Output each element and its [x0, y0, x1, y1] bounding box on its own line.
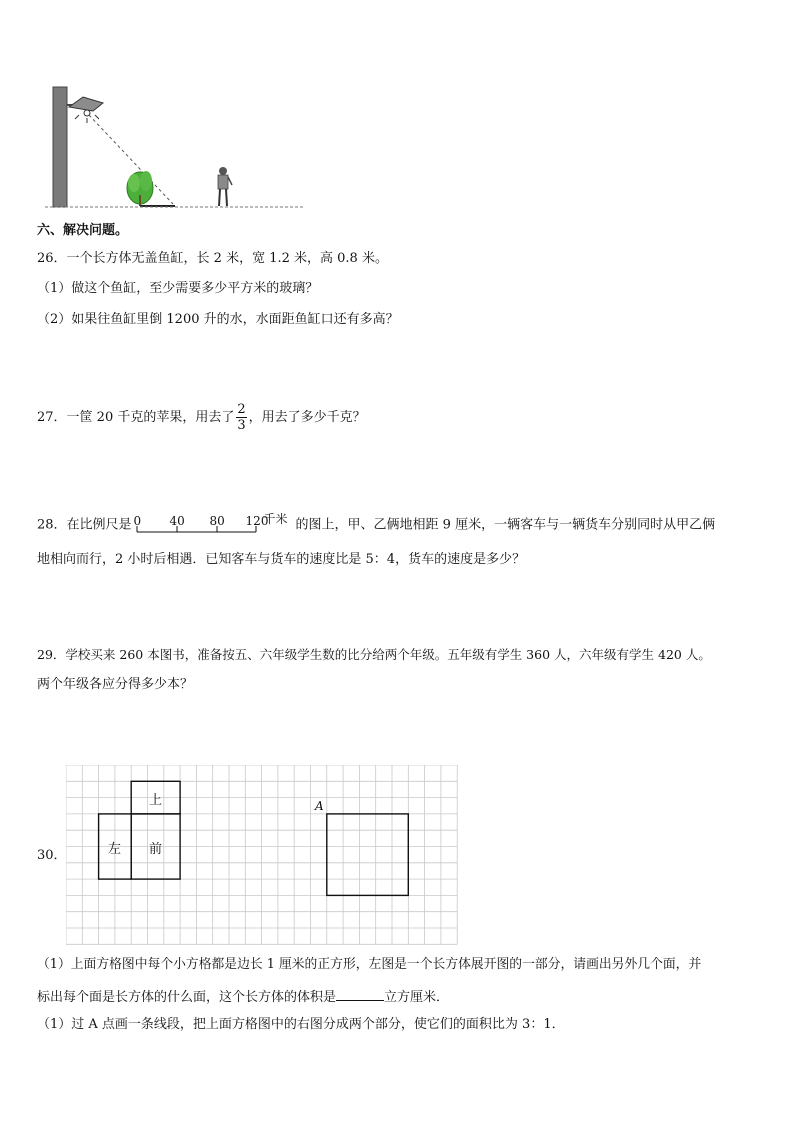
scale-label-0: 0	[133, 514, 142, 528]
scale-label-120: 120	[245, 514, 269, 528]
section-heading: 六、解决问题。	[37, 223, 129, 238]
scale-label-80: 80	[209, 514, 225, 528]
q26-stem: 26．一个长方体无盖鱼缸，长 2 米，宽 1.2 米，高 0.8 米。	[37, 251, 388, 266]
q30-part2: （1）过 A 点画一条线段，把上面方格图中的右图分成两个部分，使它们的面积比为 3：1．	[37, 1017, 565, 1032]
q27	[37, 400, 366, 436]
q29-line1: 29．学校买来 260 本图书，准备按五、六年级学生数的比分给两个年级。五年级有学生 360 人，六年级有学生 420 人。	[37, 647, 711, 662]
q30-part1-pre: 标出每个面是长方体的什么面，这个长方体的体积是	[37, 990, 337, 1005]
q27-frac-den: 3	[237, 418, 246, 433]
lamp-pole	[53, 87, 67, 207]
q30-part1-line1: （1）上面方格图中每个小方格都是边长 1 厘米的正方形，左图是一个长方体展开图的一部分，请画出另外几个面，并	[37, 957, 702, 972]
q30-part1-post: 立方厘米．	[384, 990, 450, 1005]
q28-post: 的图上，甲、乙俩地相距 9 厘米，一辆客车与一辆货车分别同时从甲乙俩	[295, 517, 716, 533]
q27-fraction	[236, 402, 246, 433]
scale-bar	[134, 512, 294, 538]
q29-line2: 两个年级各应分得多少本？	[37, 677, 194, 692]
tree-icon	[127, 171, 153, 206]
person-icon	[218, 167, 232, 206]
q28-line2: 地相向而行，2 小时后相遇．已知客车与货车的速度比是 5：4，货车的速度是多少？	[37, 552, 526, 567]
point-a-label: A	[315, 799, 324, 813]
q28-line1	[37, 512, 715, 539]
face-label-top: 上	[149, 793, 163, 808]
q28-pre: 28．在比例尺是	[37, 517, 132, 533]
answer-blank[interactable]	[336, 986, 384, 1001]
face-label-front: 前	[149, 842, 163, 857]
scale-unit: 千米	[263, 512, 288, 526]
scale-label-40: 40	[169, 514, 185, 528]
q30-part1-line2	[37, 986, 449, 1007]
lamp-shade-icon	[69, 97, 103, 111]
q30-grid	[66, 765, 458, 945]
q27-post: ，用去了多少千克？	[248, 410, 366, 425]
q26-part1: （1）做这个鱼缸，至少需要多少平方米的玻璃？	[37, 281, 319, 296]
q27-pre: 27．一筐 20 千克的苹果，用去了	[37, 410, 235, 425]
right-square	[327, 814, 409, 896]
q26-part2: （2）如果往鱼缸里倒 1200 升的水，水面距鱼缸口还有多高？	[37, 312, 399, 327]
face-label-left: 左	[108, 842, 122, 857]
q30-number: 30．	[37, 848, 67, 863]
q27-frac-num: 2	[237, 402, 246, 417]
streetlamp-figure	[45, 83, 307, 213]
